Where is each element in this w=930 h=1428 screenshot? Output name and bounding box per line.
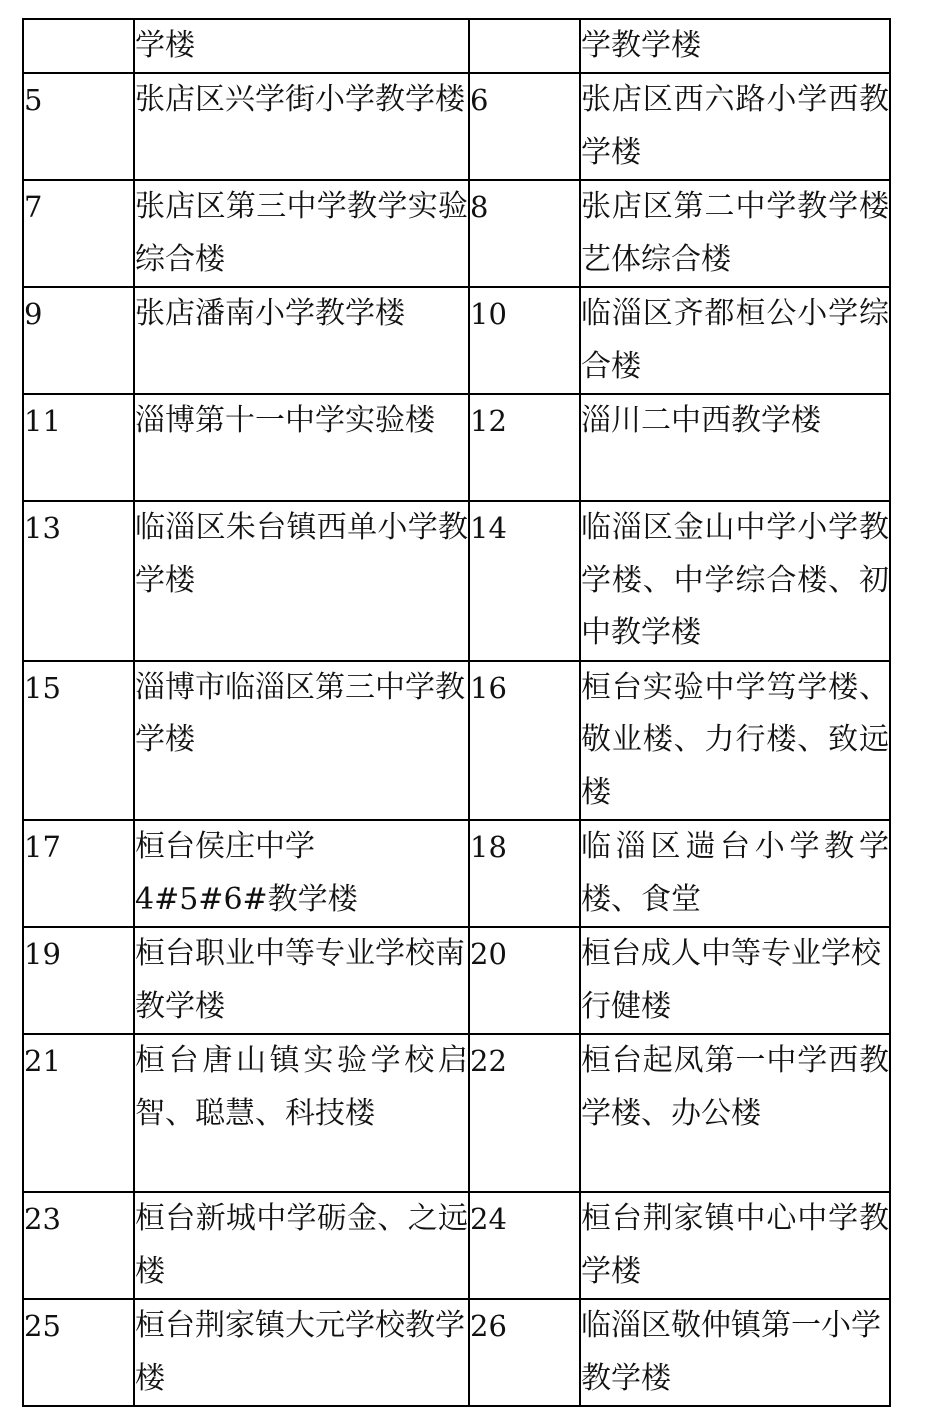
cell-right-name xyxy=(580,1192,890,1299)
cell-left-name xyxy=(134,73,469,180)
school-name: 桓台起凤第一中学西教学楼、办公楼 xyxy=(581,1043,889,1131)
cell-right-name xyxy=(580,19,890,73)
cell-right-number xyxy=(469,394,580,501)
table-row xyxy=(23,927,890,1034)
row-number: 6 xyxy=(470,83,489,117)
row-number: 18 xyxy=(470,830,507,864)
cell-left-number xyxy=(23,1034,134,1192)
table-row xyxy=(23,180,890,287)
cell-left-number xyxy=(23,180,134,287)
cell-left-name xyxy=(134,501,469,661)
cell-text: 学楼 xyxy=(135,28,195,63)
cell-right-name xyxy=(580,927,890,1034)
row-number: 20 xyxy=(470,937,507,971)
cell-left-name xyxy=(134,820,469,927)
cell-right-number xyxy=(469,1299,580,1406)
row-number: 21 xyxy=(24,1044,61,1078)
school-name: 张店区西六路小学西教学楼 xyxy=(581,82,889,170)
cell-right-number xyxy=(469,927,580,1034)
cell-left-number xyxy=(23,394,134,501)
school-name: 张店潘南小学教学楼 xyxy=(135,296,405,331)
row-number: 17 xyxy=(24,830,61,864)
cell-right-name xyxy=(580,820,890,927)
cell-right-number xyxy=(469,661,580,821)
school-name: 淄川二中西教学楼 xyxy=(581,403,821,438)
school-name: 临淄区朱台镇西单小学教学楼 xyxy=(135,510,468,598)
school-name: 桓台唐山镇实验学校启智、聪慧、科技楼 xyxy=(135,1043,468,1131)
table-row xyxy=(23,501,890,661)
row-number: 11 xyxy=(24,404,61,438)
table-row xyxy=(23,287,890,394)
row-number: 16 xyxy=(470,670,507,705)
table-row xyxy=(23,820,890,927)
cell-left-name xyxy=(134,287,469,394)
table-row xyxy=(23,1192,890,1299)
school-name: 张店区第三中学教学实验综合楼 xyxy=(135,189,468,277)
cell-left-number xyxy=(23,1299,134,1406)
row-number: 7 xyxy=(24,190,43,224)
row-number: 25 xyxy=(24,1309,61,1343)
school-name: 临淄区齐都桓公小学综合楼 xyxy=(581,296,889,384)
cell-left-number xyxy=(23,927,134,1034)
school-name: 临淄区遄台小学教学楼、食堂 xyxy=(581,829,889,917)
row-number: 19 xyxy=(24,937,61,971)
row-number: 22 xyxy=(470,1044,507,1078)
cell-right-name xyxy=(580,501,890,661)
cell-right-number xyxy=(469,73,580,180)
school-building-table xyxy=(22,18,891,1407)
table-row xyxy=(23,1034,890,1192)
cell-left-name xyxy=(134,180,469,287)
table-row xyxy=(23,73,890,180)
cell-right-name xyxy=(580,180,890,287)
cell-right-name xyxy=(580,287,890,394)
cell-left-name xyxy=(134,1192,469,1299)
cell-left-name xyxy=(134,19,469,73)
cell-left-number xyxy=(23,19,134,73)
cell-left-number xyxy=(23,73,134,180)
row-number: 23 xyxy=(24,1202,61,1236)
cell-text: 学教学楼 xyxy=(581,28,701,63)
school-name: 桓台荆家镇大元学校教学楼 xyxy=(135,1308,465,1396)
cell-left-name xyxy=(134,661,469,821)
cell-left-number xyxy=(23,1192,134,1299)
cell-right-name xyxy=(580,394,890,501)
school-name: 张店区兴学街小学教学楼 xyxy=(135,82,465,117)
cell-right-number xyxy=(469,1192,580,1299)
cell-left-name xyxy=(134,927,469,1034)
school-name: 临淄区敬仲镇第一小学教学楼 xyxy=(581,1308,881,1396)
cell-right-name xyxy=(580,1299,890,1406)
cell-left-number xyxy=(23,820,134,927)
school-name: 淄博第十一中学实验楼 xyxy=(135,403,435,438)
cell-left-name xyxy=(134,1299,469,1406)
school-name: 桓台侯庄中学4#5#6#教学楼 xyxy=(135,829,358,917)
cell-right-number xyxy=(469,180,580,287)
row-number: 15 xyxy=(24,670,61,705)
row-number: 26 xyxy=(470,1309,507,1343)
cell-left-number xyxy=(23,287,134,394)
school-name: 桓台职业中等专业学校南教学楼 xyxy=(135,936,465,1024)
cell-left-name xyxy=(134,394,469,501)
document-page xyxy=(22,18,891,1407)
school-name: 桓台成人中等专业学校行健楼 xyxy=(581,936,881,1024)
cell-left-number xyxy=(23,501,134,661)
table-row xyxy=(23,661,890,821)
cell-right-number xyxy=(469,501,580,661)
table-row xyxy=(23,1299,890,1406)
row-number: 14 xyxy=(470,511,507,545)
cell-right-name xyxy=(580,1034,890,1192)
cell-left-number xyxy=(23,661,134,821)
table-row xyxy=(23,394,890,501)
table-row-continuation xyxy=(23,19,890,73)
cell-right-number xyxy=(469,19,580,73)
row-number: 12 xyxy=(470,404,507,438)
school-name: 桓台新城中学砺金、之远楼 xyxy=(135,1201,468,1289)
school-name: 张店区第二中学教学楼艺体综合楼 xyxy=(581,189,889,277)
row-number: 13 xyxy=(24,511,61,545)
school-name: 桓台实验中学笃学楼、敬业楼、力行楼、致远楼 xyxy=(581,669,889,810)
row-number: 24 xyxy=(470,1202,507,1236)
cell-right-name xyxy=(580,73,890,180)
row-number: 10 xyxy=(470,297,507,331)
cell-right-number xyxy=(469,287,580,394)
row-number: 9 xyxy=(24,297,43,331)
cell-left-name xyxy=(134,1034,469,1192)
cell-right-number xyxy=(469,1034,580,1192)
school-name: 淄博市临淄区第三中学教学楼 xyxy=(135,669,465,757)
cell-right-name xyxy=(580,661,890,821)
row-number: 8 xyxy=(470,190,489,224)
row-number: 5 xyxy=(24,83,43,117)
cell-right-number xyxy=(469,820,580,927)
school-name: 桓台荆家镇中心中学教学楼 xyxy=(581,1201,889,1289)
school-name: 临淄区金山中学小学教学楼、中学综合楼、初中教学楼 xyxy=(581,510,889,650)
